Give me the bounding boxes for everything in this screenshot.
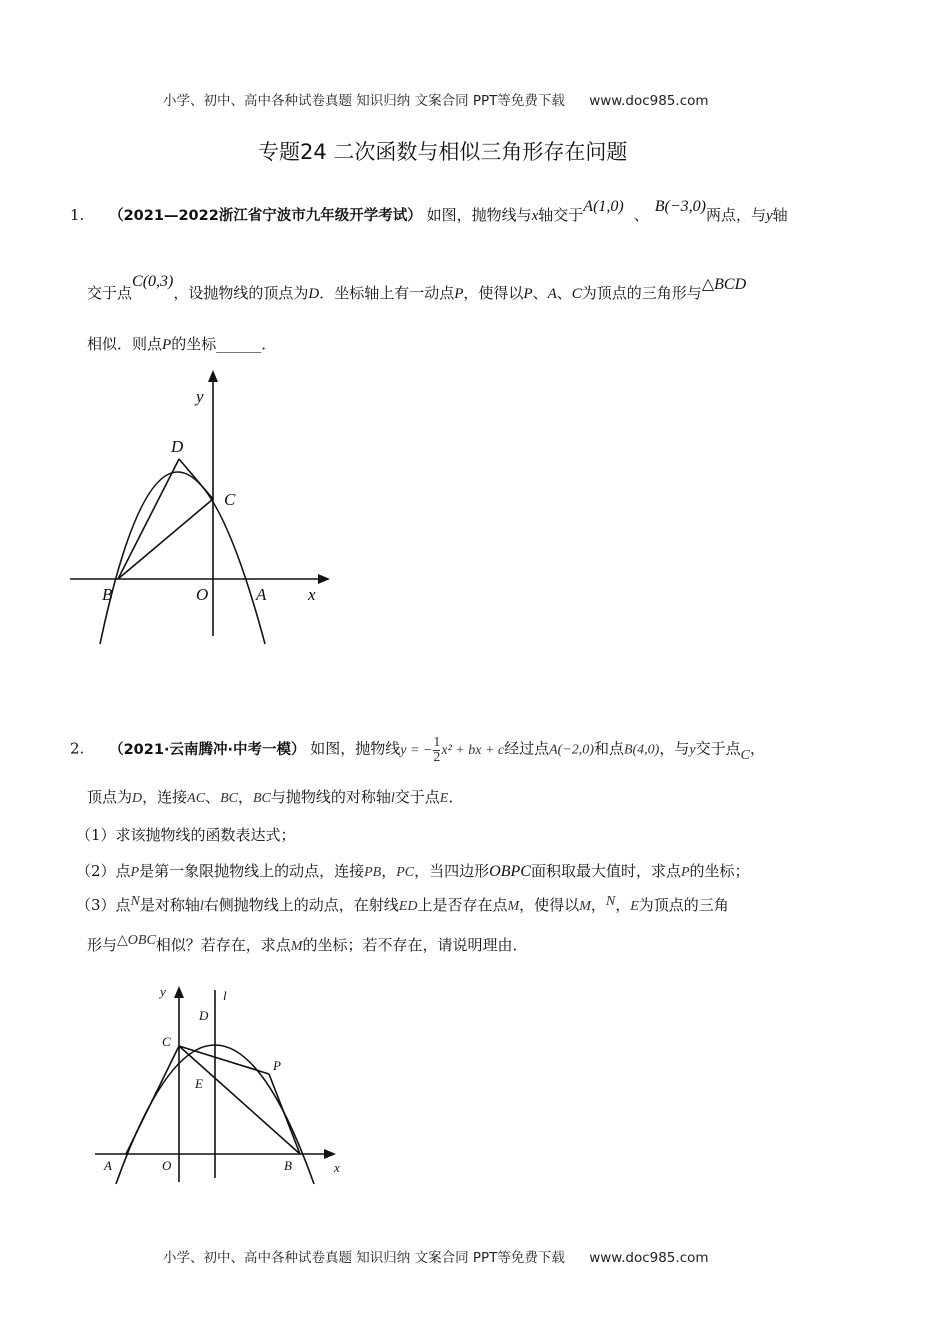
fig1-segment-bd (118, 459, 179, 579)
fig1-label-y: y (196, 387, 204, 406)
q2-point-a: A(−2,0) (549, 742, 594, 758)
q2-bc: BC (252, 791, 271, 806)
q2-bc: BC (220, 791, 238, 806)
fig2-label-b: B (284, 1158, 292, 1173)
footer-url[interactable]: www.doc985.com (589, 1250, 709, 1266)
q2-pc: PC (396, 865, 415, 880)
q2-eq-fraction (433, 736, 440, 765)
q2-ed: ED (398, 899, 418, 914)
q2-m: M (579, 899, 591, 914)
q2-text: ， (237, 788, 253, 806)
q2-triangle-obc: △OBC (117, 933, 156, 948)
q2-text: 形与 (87, 936, 118, 954)
fig2-x-arrow (324, 1149, 336, 1159)
q2-point-b: B(4,0) (623, 742, 660, 758)
q2-m: M (507, 899, 520, 914)
q2-l: l (199, 899, 204, 914)
page-header (163, 89, 709, 109)
q1-triangle-bcd: △BCD (701, 276, 747, 293)
fig2-label-l: l (223, 988, 227, 1003)
q2-equation (400, 735, 505, 765)
q2-part3 (76, 894, 729, 915)
q1-p: P (162, 337, 172, 353)
q2-text: 和点 (593, 739, 624, 758)
q1-number: 1. (70, 206, 85, 224)
q1-text: 为顶点的三角形与 (581, 284, 702, 302)
q2-eq-lhs: y = − (400, 742, 433, 758)
fig1-label-o: O (196, 585, 209, 604)
header-text: 小学、初中、高中各种试卷真题 知识归纳 文案合同 PPT等免费下载 (163, 93, 565, 109)
q1-text: 交于点 (87, 284, 133, 302)
q2-part3-cont (87, 934, 528, 955)
fig2-label-p: P (273, 1058, 281, 1073)
q2-text: ， (590, 896, 606, 914)
fig1-y-arrow (208, 370, 218, 382)
q2-text: 是对称轴 (139, 896, 200, 914)
q2-text: ． (448, 788, 464, 806)
q1-text: 、 (556, 284, 572, 302)
q2-number: 2. (70, 739, 85, 758)
fig1-label-a: A (256, 585, 267, 604)
fig2-y-arrow (174, 986, 184, 998)
q2-text: 面积取最大值时，求点 (530, 862, 681, 880)
q2-d: D (132, 791, 143, 806)
q2-eq-rhs: x² + bx + c (441, 742, 505, 758)
q2-text: 的坐标； (689, 862, 750, 880)
q2-ac: AC (187, 791, 206, 806)
fig2-label-c: C (162, 1034, 171, 1049)
fig2-label-e: E (195, 1076, 203, 1091)
fig2-label-a: A (104, 1158, 112, 1173)
q2-text: 经过点 (504, 739, 550, 758)
q2-line2 (87, 786, 463, 807)
q2-text: ，当四边形 (414, 862, 490, 880)
q2-text: ，使得以 (519, 896, 580, 914)
q1-a: A (547, 286, 557, 302)
fig1-parabola (100, 472, 265, 644)
q1-d: D (308, 286, 320, 302)
q2-l: l (390, 791, 395, 806)
q2-eq-denominator: 2 (433, 750, 441, 765)
fig1-segment-bc (118, 499, 213, 579)
q1-p: P (454, 286, 464, 302)
q1-x: x (531, 208, 539, 224)
q1-text: ，设抛物线的顶点为 (173, 284, 309, 302)
q1-source: （2021—2022浙江省宁波市九年级开学考试） (109, 208, 422, 224)
fig1-label-b: B (102, 585, 113, 604)
header-url[interactable]: www.doc985.com (589, 93, 709, 109)
fig2-label-d: D (199, 1008, 209, 1023)
q2-text: 是第一象限抛物线上的动点，连接 (139, 862, 365, 880)
q1-point-b: B(−3,0) (654, 198, 706, 215)
q2-text: ，与 (659, 739, 690, 758)
q1-text: 、 (532, 284, 548, 302)
q2-text: ， (615, 896, 631, 914)
q2-text: ，连接 (142, 788, 188, 806)
q2-pb: PB (364, 865, 382, 880)
page-title: 专题24 二次函数与相似三角形存在问题 (258, 140, 628, 164)
q1-text: 相似．则点 (87, 335, 163, 353)
figure-1 (60, 368, 340, 653)
q2-text: 上是否存在点 (417, 896, 508, 914)
q2-text: 顶点为 (87, 788, 133, 806)
q2-n: N (130, 894, 140, 909)
q1-text: ．坐标轴上有一动点 (319, 284, 455, 302)
q2-text: ， (749, 739, 765, 758)
q1-line1 (70, 198, 788, 225)
q2-part2 (76, 860, 750, 881)
q2-text: 右侧抛物线上的动点，在射线 (203, 896, 399, 914)
q2-c: C (740, 747, 750, 763)
q2-obpc: OBPC (489, 863, 531, 880)
q1-p: P (523, 286, 533, 302)
q1-text: 轴 (772, 206, 788, 224)
q1-answer-blank: 的坐标______． (171, 335, 277, 353)
fig2-segment-pb (269, 1074, 300, 1154)
q1-point-a: A(1,0) (583, 198, 624, 215)
q1-text: 轴交于 (538, 206, 584, 224)
q1-text: 如图，抛物线与 (426, 206, 532, 224)
q2-p: P (680, 865, 690, 880)
q1-text: ，使得以 (463, 284, 524, 302)
q2-text: 如图，抛物线 (310, 739, 401, 758)
q1-text: 两点，与 (705, 206, 766, 224)
fig2-label-o: O (162, 1158, 172, 1173)
q1-y: y (766, 208, 773, 224)
fig2-segment-cp (179, 1046, 269, 1074)
q1-point-c: C(0,3) (132, 273, 174, 290)
q2-y: y (689, 742, 696, 758)
page-footer (163, 1246, 709, 1266)
fig1-segment-dc (179, 459, 213, 499)
q2-m: M (290, 939, 303, 954)
q2-text: ， (381, 862, 397, 880)
q1-line3 (87, 333, 276, 354)
fig2-segment-bc (179, 1046, 300, 1154)
q2-text: 相似？若存在，求点 (155, 936, 291, 954)
q2-eq-numerator: 1 (433, 735, 441, 750)
q2-text: 为顶点的三角 (638, 896, 729, 914)
q2-text: 与抛物线的对称轴 (270, 788, 391, 806)
fig2-label-y: y (160, 984, 166, 999)
q2-p: P (130, 865, 140, 880)
fig1-x-arrow (318, 574, 330, 584)
q2-n: N (605, 894, 616, 909)
q2-part1: （1）求该抛物线的函数表达式； (76, 826, 296, 844)
fig2-label-x: x (334, 1160, 340, 1175)
fig1-label-c: C (224, 490, 236, 509)
fig1-label-d: D (171, 437, 184, 456)
q2-text: 交于点 (695, 739, 741, 758)
q2-source: （2021·云南腾冲·中考一模） (109, 741, 306, 758)
q2-text: （2）点 (76, 862, 131, 880)
fig2-segment-ac (126, 1046, 179, 1154)
q2-e: E (439, 791, 449, 806)
q2-text: 交于点 (394, 788, 440, 806)
footer-text: 小学、初中、高中各种试卷真题 知识归纳 文案合同 PPT等免费下载 (163, 1250, 565, 1266)
q1-c: C (571, 286, 582, 302)
q2-line1 (70, 736, 765, 765)
q2-text: 、 (205, 788, 221, 806)
q2-e: E (630, 899, 639, 914)
q2-text: （3）点 (76, 896, 131, 914)
figure-2 (90, 980, 360, 1190)
q1-line2 (87, 273, 747, 303)
q1-text: 、 (633, 206, 649, 224)
q2-text: 的坐标；若不存在，请说明理由． (302, 936, 528, 954)
fig1-label-x: x (308, 585, 316, 604)
